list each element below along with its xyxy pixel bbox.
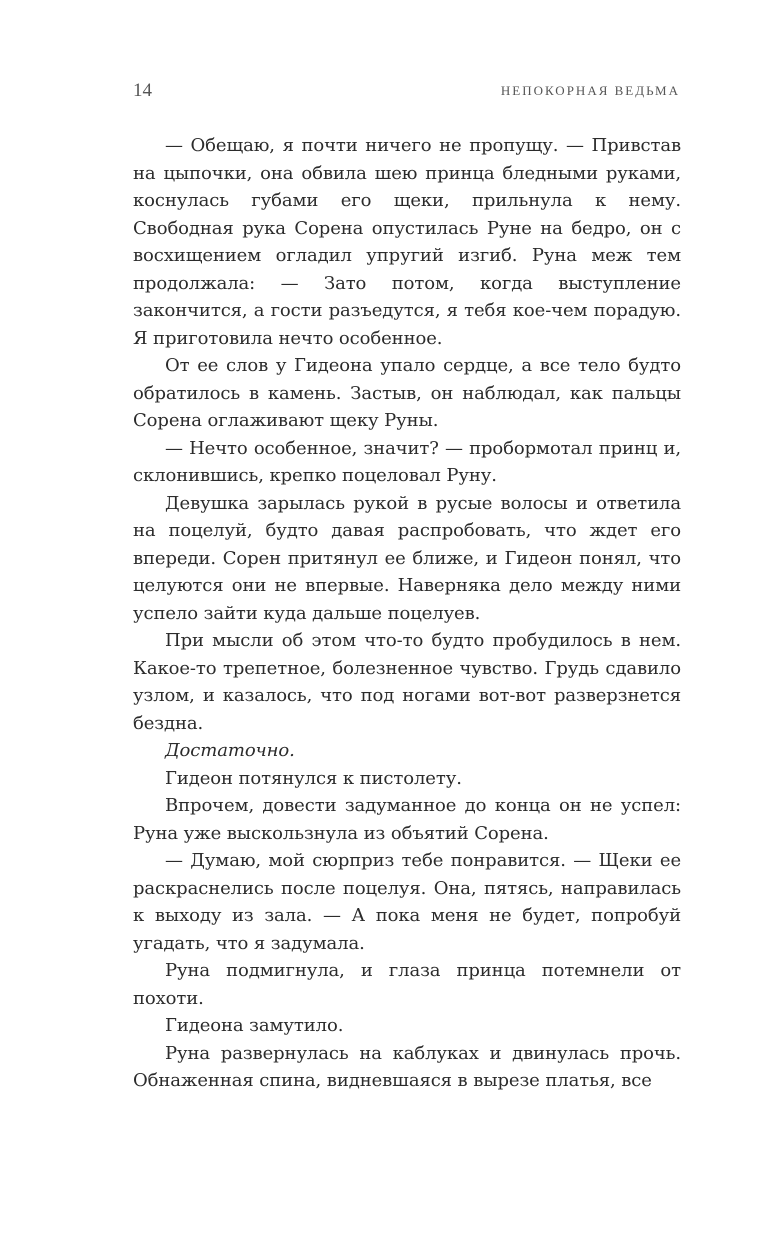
paragraph: — Обещаю, я почти ничего не пропущу. — Привстав на цыпочки, она обвила шею принца бледными руками, коснулась губами его щеки, прильнула к нему. Свободная рука Сорена опустилась Руне на бедро, он с восхищением огладил упругий изгиб. Руна меж тем продолжала: — Зато потом, когда выступление закончится, а гости разъедутся, я тебя кое-чем порадую. Я приготовила нечто особенное. <box>133 135 681 349</box>
paragraph: Впрочем, довести задуманное до конца он не успел: Руна уже выскользнула из объятий Сорена. <box>133 795 681 844</box>
body-text <box>133 132 681 1095</box>
paragraph: При мысли об этом что-то будто пробудилось в нем. Какое-то трепетное, болезненное чувство. Грудь сдавило узлом, и казалось, что под ногами вот-вот разверзнется бездна. <box>133 630 681 734</box>
paragraph: Руна подмигнула, и глаза принца потемнели от похоти. <box>133 960 681 1009</box>
paragraph: Гидеона замутило. <box>165 1015 344 1036</box>
paragraph-italic: Достаточно. <box>165 740 295 761</box>
paragraph: — Думаю, мой сюрприз тебе понравится. — Щеки ее раскраснелись после поцелуя. Она, пятясь, направилась к выходу из зала. — А пока меня не будет, попробуй угадать, что я задумала. <box>133 850 681 954</box>
paragraph: Гидеон потянулся к пистолету. <box>165 767 462 789</box>
running-title: НЕПОКОРНАЯ ВЕДЬМА <box>500 83 680 98</box>
paragraph: Руна развернулась на каблуках и двинулась прочь. Обнаженная спина, видневшаяся в вырезе платья, все <box>133 1042 681 1091</box>
paragraph: Девушка зарылась рукой в русые волосы и ответила на поцелуй, будто давая распробовать, что ждет его впереди. Сорен притянул ее ближе, и Гидеон понял, что целуются они не впервые. Наверняка дело между ними успело зайти куда дальше поцелуев. <box>133 492 681 624</box>
page-header <box>133 80 680 104</box>
page-number: 14 <box>133 80 152 101</box>
paragraph: — Нечто особенное, значит? — пробормотал принц и, склонившись, крепко поцеловал Руну. <box>133 437 681 486</box>
paragraph: От ее слов у Гидеона упало сердце, а все тело будто обратилось в камень. Застыв, он наблюдал, как пальцы Сорена оглаживают щеку Руны. <box>133 355 681 431</box>
